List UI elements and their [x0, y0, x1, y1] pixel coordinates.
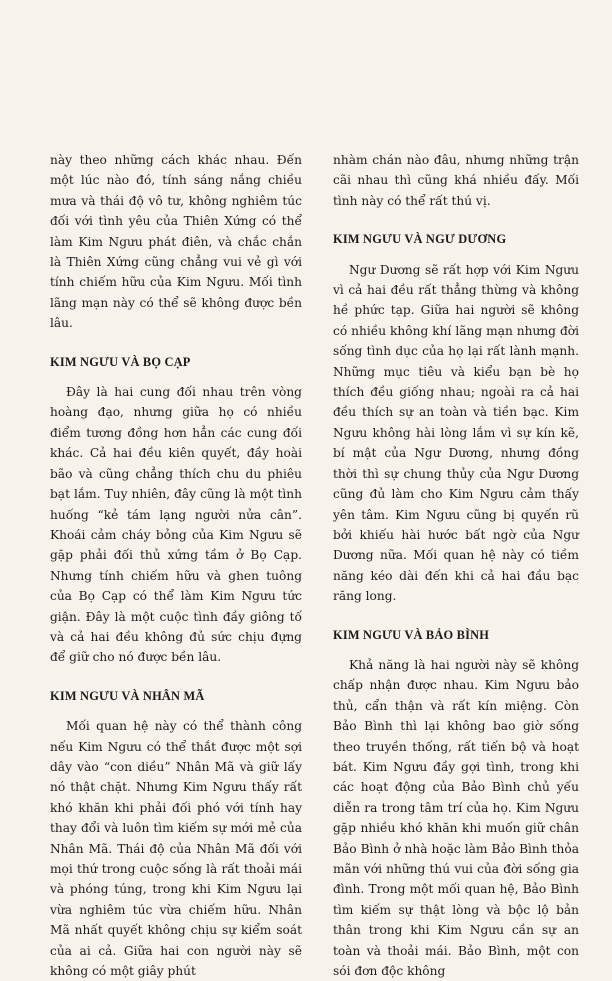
right-column — [333, 150, 579, 981]
continued-paragraph-right: nhàm chán nào đâu, nhưng những trận cãi nhau thì cũng khá nhiều đấy. Mối tình này có thể rất thú vị. — [333, 153, 579, 208]
section-heading-bao-binh: KIM NGƯU VÀ BẢO BÌNH — [333, 627, 490, 642]
section-body-bo-cap: Đây là hai cung đối nhau trên vòng hoàng đạo, nhưng giữa họ có nhiều điểm tương đồng hơn hẳn các cung đối khác. Cả hai đều kiên quyết, đầy hoài bão và cũng chẳng thích chu du phiêu bạt lắm. Tuy nhiên, đây cũng là một tình huống “kẻ tám lạng người nửa cân”. Khoái cảm cháy bỏng của Kim Ngưu sẽ gặp phải đối thủ xứng tầm ở Bọ Cạp. Nhưng tính chiếm hữu và ghen tuông của Bọ Cạp có thể làm Kim Ngưu tức giận. Đây là một cuộc tình đầy giông tố và cả hai đều không đủ sức chịu đựng để giữ cho nó được bền lâu. — [50, 385, 302, 665]
continued-paragraph: này theo những cách khác nhau. Đến một lúc nào đó, tính sáng nắng chiều mưa và thái độ vô tư, không nghiêm túc đối với tình yêu của Thiên Xứng có thể làm Kim Ngưu phát điên, và chắc chắn là Thiên Xứng cũng chẳng vui vẻ gì với tính chiếm hữu của Kim Ngưu. Mối tình lãng mạn này có thể sẽ không được bền lâu. — [50, 153, 302, 331]
section-heading-ngu-duong: KIM NGƯU VÀ NGƯ DƯƠNG — [333, 232, 507, 247]
left-column — [50, 150, 302, 981]
section-heading-bo-cap: KIM NGƯU VÀ BỌ CẠP — [50, 354, 191, 369]
section-body-ngu-duong: Ngư Dương sẽ rất hợp với Kim Ngưu vì cả hai đều rất thẳng thừng và không hề phức tạp. Giữa hai người sẽ không có nhiều không khí lãng mạn nhưng đời sống tình dục của họ lại rất lành mạnh. Những mục tiêu và kiểu bạn bè họ thích đều giống nhau; ngoài ra cả hai đều thích sự an toàn và tiền bạc. Kim Ngưu không hài lòng lắm vì sự kín kẽ, bí mật của Ngư Dương, nhưng đồng thời thì sự chung thủy của Ngư Dương cũng đủ làm cho Kim Ngưu cảm thấy yên tâm. Kim Ngưu cũng bị quyến rũ bởi khiếu hài hước bất ngờ của Ngư Dương nữa. Mối quan hệ này có tiềm năng kéo dài đến khi cả hai đầu bạc răng long. — [333, 262, 579, 604]
section-body-bao-binh: Khả năng là hai người này sẽ không chấp nhận được nhau. Kim Ngưu bảo thủ, cẩn thận và rất kín miệng. Còn Bảo Bình thì lại không bao giờ sống theo truyền thống, rất tiến bộ và hoạt bát. Kim Ngưu đầy gợi tình, trong khi các hoạt động của Bảo Bình chủ yếu diễn ra trong tâm trí của họ. Kim Ngưu gặp nhiều khó khăn khi muốn giữ chân Bảo Bình ở nhà hoặc làm Bảo Bình thỏa mãn với những thú vui của đời sống gia đình. Trong một mối quan hệ, Bảo Bình tìm kiếm sự thật lòng và bộc lộ bản thân trong khi Kim Ngưu cần sự an toàn và thoải mái. Bảo Bình, một con sói đơn độc không — [333, 657, 579, 979]
section-body-nhan-ma: Mối quan hệ này có thể thành công nếu Kim Ngưu có thể thắt được một sợi dây vào “con diều” Nhân Mã và giữ lấy nó thật chặt. Nhưng Kim Ngưu thấy rất khó khăn khi phải đối phó với tính hay thay đổi và luôn tìm kiếm sự mới mẻ của Nhân Mã. Thái độ của Nhân Mã đối với mọi thứ trong cuộc sống là rất thoải mái và phóng túng, trong khi Kim Ngưu lại vừa nghiêm túc vừa chiếm hữu. Nhân Mã nhất quyết không chịu sự kiểm soát của ai cả. Giữa hai con người này sẽ không có một giây phút — [50, 719, 302, 979]
section-heading-nhan-ma: KIM NGƯU VÀ NHÂN MÃ — [50, 688, 205, 703]
